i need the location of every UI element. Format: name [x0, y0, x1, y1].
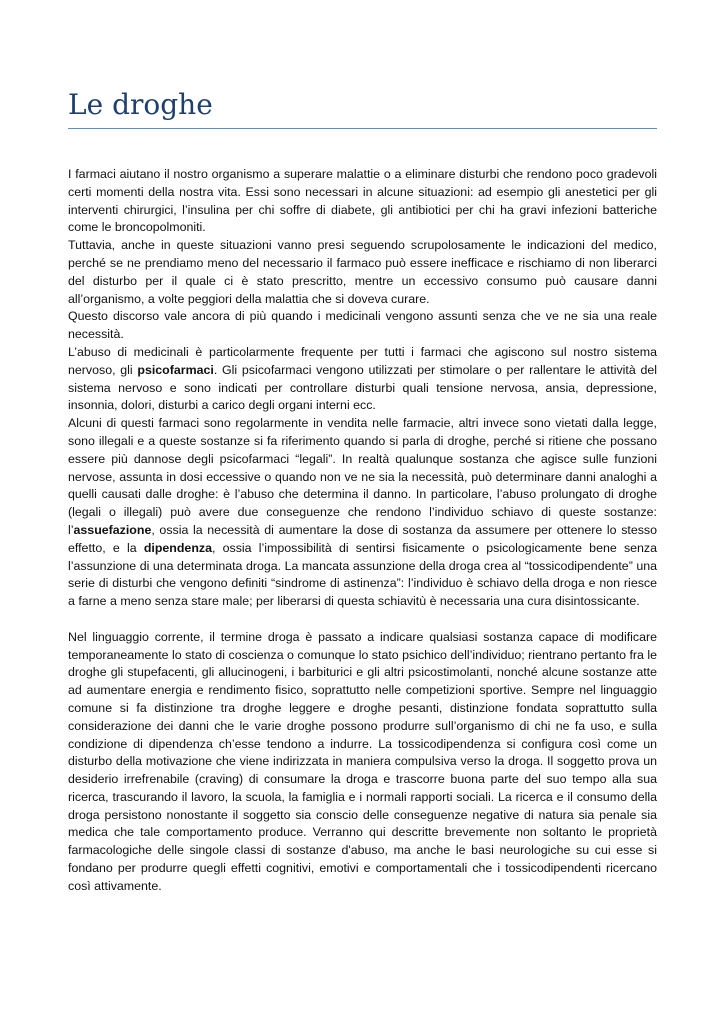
- document-body: [68, 166, 657, 896]
- paragraph-1: I farmaci aiutano il nostro organismo a superare malattie o a eliminare disturbi che rendono poco gradevoli certi momenti della nostra vita. Essi sono necessari in alcune situazioni: ad esempio gli anestetici per gli interventi chirurgici, l’insulina per chi soffre di diabete, gli antibiotici per chi ha gravi infezioni batteriche come le broncopolmoniti.: [68, 167, 657, 235]
- paragraph-6: Nel linguaggio corrente, il termine droga è passato a indicare qualsiasi sostanza capace di modificare temporaneamente lo stato di coscienza o comunque lo stato psichico dell’individuo; rientrano pertanto fra le droghe gli stupefacenti, gli allucinogeni, i barbiturici e gli altri psicostimolanti, nonché alcune sostanze atte ad aumentare energia e rendimento fisico, soprattutto nelle competizioni sportive. Sempre nel linguaggio comune si fa distinzione tra droghe leggere e droghe pesanti, distinzione fondata soprattutto sulla considerazione dei danni che le varie droghe possono produrre sull’organismo di chi ne fa uso, e sulla condizione di dipendenza ch’esse tendono a indurre. La tossicodipendenza si configura così come un disturbo della motivazione che viene indirizzata in maniera compulsiva verso la droga. Il soggetto prova un desiderio irrefrenabile (craving) di consumare la droga e trascorre buona parte del suo tempo alla sua ricerca, trascurando il lavoro, la scuola, la famiglia e i normali rapporti sociali. La ricerca e il consumo della droga persistono nonostante il soggetto sia conscio delle conseguenze negative di natura sia penale sia medica che tale comportamento produce. Verranno qui descritte brevemente non soltanto le proprietà farmacologiche delle singole classi di sostanze d'abuso, ma anche le basi neurologiche su cui esse si fondano per produrre quegli effetti cognitivi, emotivi e comportamentali che i tossicodipendenti ricercano così attivamente.: [68, 629, 657, 893]
- paragraph-2: Tuttavia, anche in queste situazioni vanno presi seguendo scrupolosamente le indicazioni del medico, perché se ne prendiamo meno del necessario il farmaco può essere inefficace e rischiamo di non liberarci del disturbo per il quale ci è stato prescritto, mentre un eccessivo consumo può causare danni all’organismo, a volte peggiori della malattia che si doveva curare.: [68, 238, 657, 306]
- paragraph-4: [68, 344, 657, 415]
- paragraph-3: Questo discorso vale ancora di più quando i medicinali vengono assunti senza che ve ne sia una reale necessità.: [68, 309, 657, 342]
- paragraph-5-text-c: , ossia l’impossibilità di sentirsi fisicamente o psicologicamente bene senza l’assunzione di una determinata droga. La mancata assunzione della droga crea al “tossicodipendente” una serie di disturbi che vengono definiti “sindrome di astinenza”: l’individuo è schiavo della droga e non riesce a farne a meno senza stare male; per liberarsi di questa schiavitù è necessaria una cura disintossicante.: [68, 540, 658, 609]
- paragraph-5-text-b: , ossia la necessità di aumentare la dose di sostanza da assumere per ottenere lo stesso effetto, e la: [68, 522, 657, 555]
- term-assuefazione: assuefazione: [73, 522, 152, 537]
- page-title: Le droghe: [68, 88, 213, 121]
- paragraph-4-text-b: . Gli psicofarmaci vengono utilizzati per stimolare o per rallentare le attività del sistema nervoso e sono indicati per controllare disturbi quali tensione nervosa, ansia, depressione, insonnia, dolori, disturbi a carico degli organi interni ecc.: [68, 362, 657, 413]
- term-dipendenza: dipendenza: [143, 540, 212, 555]
- term-psicofarmaci: psicofarmaci: [137, 362, 214, 377]
- paragraph-5-text-a: Alcuni di questi farmaci sono regolarmente in vendita nelle farmacie, altri invece sono vietati dalla legge, sono illegali e a queste sostanze si fa riferimento quando si parla di droghe, perché si ritiene che possano essere più dannose degli psicofarmaci “legali”. In realtà qualunque sostanza che agisce sulle funzioni nervose, assunta in dosi eccessive o quando non ve ne sia la necessità, può determinare danni analoghi a quelli causati dalle droghe: è l’abuso che determina il danno. In particolare, l’abuso prolungato di droghe (legali o illegali) può avere due conseguenze che rendono l’individuo schiavo di queste sostanze: l’: [68, 416, 657, 537]
- title-divider: [68, 128, 657, 129]
- paragraph-5: [68, 415, 657, 611]
- paragraph-4-text-a: L’abuso di medicinali è particolarmente frequente per tutti i farmaci che agiscono sul nostro sistema nervoso, gli: [68, 344, 657, 377]
